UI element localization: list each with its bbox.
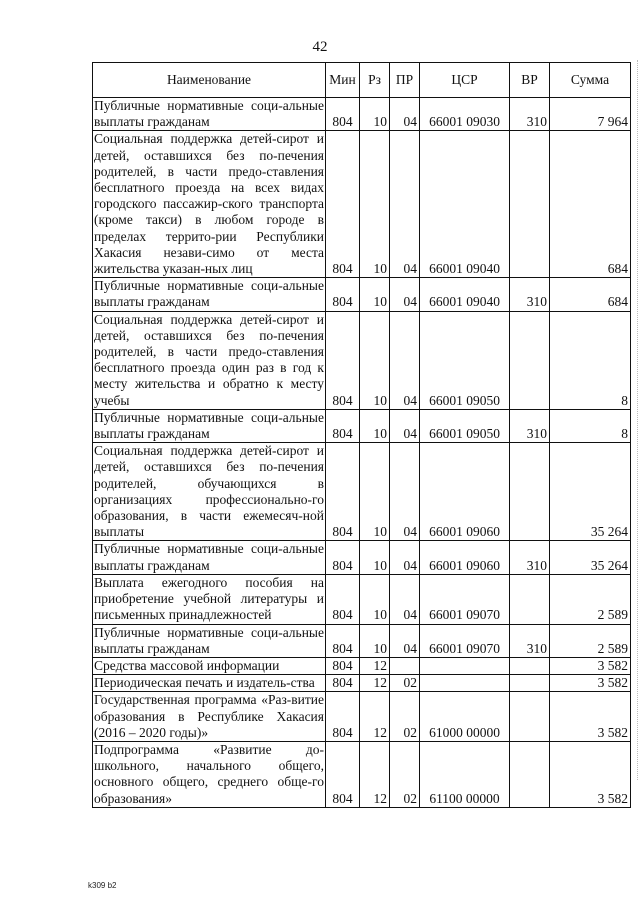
cell-rz: 10 (360, 311, 390, 409)
cell-sum: 3 582 (550, 741, 631, 807)
page-number: 42 (312, 39, 328, 55)
cell-min: 804 (326, 675, 360, 692)
cell-vr (510, 574, 550, 624)
cell-rz: 10 (360, 541, 390, 574)
cell-rz: 10 (360, 443, 390, 541)
cell-min: 804 (326, 574, 360, 624)
cell-vr (510, 657, 550, 674)
cell-min: 804 (326, 409, 360, 442)
cell-sum: 8 (550, 311, 631, 409)
cell-pr (390, 657, 420, 674)
cell-vr: 310 (510, 409, 550, 442)
cell-min: 804 (326, 98, 360, 131)
cell-min: 804 (326, 541, 360, 574)
header-csr: ЦСР (420, 63, 510, 98)
table-row (93, 409, 631, 442)
cell-sum: 3 582 (550, 692, 631, 742)
table-body (93, 98, 631, 808)
table-row (93, 443, 631, 541)
cell-pr: 04 (390, 278, 420, 311)
cell-csr: 66001 09030 (420, 98, 510, 131)
header-sum: Сумма (550, 63, 631, 98)
cell-name: Средства массовой информации (93, 657, 326, 674)
cell-name: Публичные нормативные соци-альные выплаты гражданам (94, 624, 324, 656)
cell-csr: 61000 00000 (420, 692, 510, 742)
cell-sum: 3 582 (550, 657, 631, 674)
cell-rz: 10 (360, 409, 390, 442)
cell-pr: 04 (390, 131, 420, 278)
cell-vr: 310 (510, 624, 550, 657)
cell-csr: 66001 09040 (420, 278, 510, 311)
table-row (93, 624, 631, 657)
header-min: Мин (326, 63, 360, 98)
cell-rz: 12 (360, 741, 390, 807)
cell-pr: 02 (390, 675, 420, 692)
cell-sum: 684 (550, 278, 631, 311)
cell-name: Публичные нормативные соци-альные выплаты гражданам (94, 541, 324, 573)
header-rz: Рз (360, 63, 390, 98)
cell-rz: 10 (360, 574, 390, 624)
cell-csr: 66001 09040 (420, 131, 510, 278)
table-row (93, 574, 631, 624)
cell-sum: 35 264 (550, 541, 631, 574)
cell-rz: 10 (360, 624, 390, 657)
cell-csr: 66001 09060 (420, 541, 510, 574)
cell-csr: 66001 09070 (420, 624, 510, 657)
cell-name: Подпрограмма «Развитие до-школьного, начального общего, основного общего, среднего обще-го образования» (94, 741, 324, 806)
cell-vr (510, 692, 550, 742)
table-row (93, 741, 631, 807)
footer-code: k309 b2 (88, 881, 117, 890)
table-row (93, 98, 631, 131)
cell-pr: 04 (390, 541, 420, 574)
cell-vr: 310 (510, 541, 550, 574)
cell-pr: 04 (390, 98, 420, 131)
cell-sum: 7 964 (550, 98, 631, 131)
cell-vr: 310 (510, 98, 550, 131)
table-row (93, 541, 631, 574)
cell-pr: 04 (390, 443, 420, 541)
cell-sum: 3 582 (550, 675, 631, 692)
cell-name: Периодическая печать и издатель-ства (93, 675, 326, 692)
cell-pr: 04 (390, 409, 420, 442)
cell-min: 804 (326, 657, 360, 674)
table-row (93, 131, 631, 278)
budget-table (92, 62, 631, 808)
cell-name: Выплата ежегодного пособия на приобретение учебной литературы и письменных принадлежностей (94, 574, 324, 623)
cell-rz: 10 (360, 98, 390, 131)
header-pr: ПР (390, 63, 420, 98)
cell-pr: 04 (390, 574, 420, 624)
header-vr: ВР (510, 63, 550, 98)
cell-vr (510, 131, 550, 278)
cell-sum: 35 264 (550, 443, 631, 541)
cell-pr: 02 (390, 741, 420, 807)
cell-pr: 04 (390, 311, 420, 409)
cell-pr: 04 (390, 624, 420, 657)
cell-vr (510, 741, 550, 807)
cell-csr: 66001 09070 (420, 574, 510, 624)
table-row (93, 675, 631, 692)
cell-min: 804 (326, 741, 360, 807)
cell-csr (420, 675, 510, 692)
cell-csr: 61100 00000 (420, 741, 510, 807)
cell-rz: 12 (360, 657, 390, 674)
cell-sum: 2 589 (550, 574, 631, 624)
cell-pr: 02 (390, 692, 420, 742)
cell-sum: 684 (550, 131, 631, 278)
cell-sum: 8 (550, 409, 631, 442)
cell-min: 804 (326, 131, 360, 278)
cell-min: 804 (326, 311, 360, 409)
cell-rz: 10 (360, 278, 390, 311)
cell-csr: 66001 09050 (420, 311, 510, 409)
scan-edge-line (635, 60, 638, 780)
cell-vr (510, 675, 550, 692)
cell-csr: 66001 09060 (420, 443, 510, 541)
cell-min: 804 (326, 624, 360, 657)
cell-name: Публичные нормативные соци-альные выплаты гражданам (94, 409, 324, 442)
cell-csr: 66001 09050 (420, 409, 510, 442)
table-row (93, 692, 631, 742)
table-row (93, 278, 631, 311)
cell-min: 804 (326, 443, 360, 541)
table-header-row (93, 63, 631, 98)
cell-min: 804 (326, 278, 360, 311)
table-row (93, 311, 631, 409)
header-name: Наименование (93, 63, 326, 98)
cell-min: 804 (326, 692, 360, 742)
cell-rz: 12 (360, 692, 390, 742)
cell-vr (510, 443, 550, 541)
cell-name: Государственная программа «Раз-витие образования в Республике Хакасия (2016 – 2020 годы)» (94, 692, 324, 740)
cell-vr (510, 311, 550, 409)
cell-name: Социальная поддержка детей-сирот и детей, оставшихся без по-печения родителей, в части предо-ставления бесплатного проезда один раз в год к месту жительства и обратно к месту учебы (94, 311, 324, 408)
table-row (93, 657, 631, 674)
cell-name: Социальная поддержка детей-сирот и детей, оставшихся без по-печения родителей, в части предо-ставления бесплатного проезда на всех видах городского пассажир-ского транспорта (кроме такси) в любом городе в пределах террито-рии Республики Хакасия незави-симо от места жительства указан-ных лиц (94, 131, 324, 277)
cell-name: Социальная поддержка детей-сирот и детей, оставшихся без по-печения родителей, обучающихся в организациях профессионально-го образования, в части ежемесяч-ной выплаты (94, 443, 324, 540)
cell-csr (420, 657, 510, 674)
cell-sum: 2 589 (550, 624, 631, 657)
cell-rz: 10 (360, 131, 390, 278)
cell-name: Публичные нормативные соци-альные выплаты гражданам (94, 278, 324, 310)
cell-vr: 310 (510, 278, 550, 311)
cell-rz: 12 (360, 675, 390, 692)
cell-name: Публичные нормативные соци-альные выплаты гражданам (94, 98, 324, 130)
